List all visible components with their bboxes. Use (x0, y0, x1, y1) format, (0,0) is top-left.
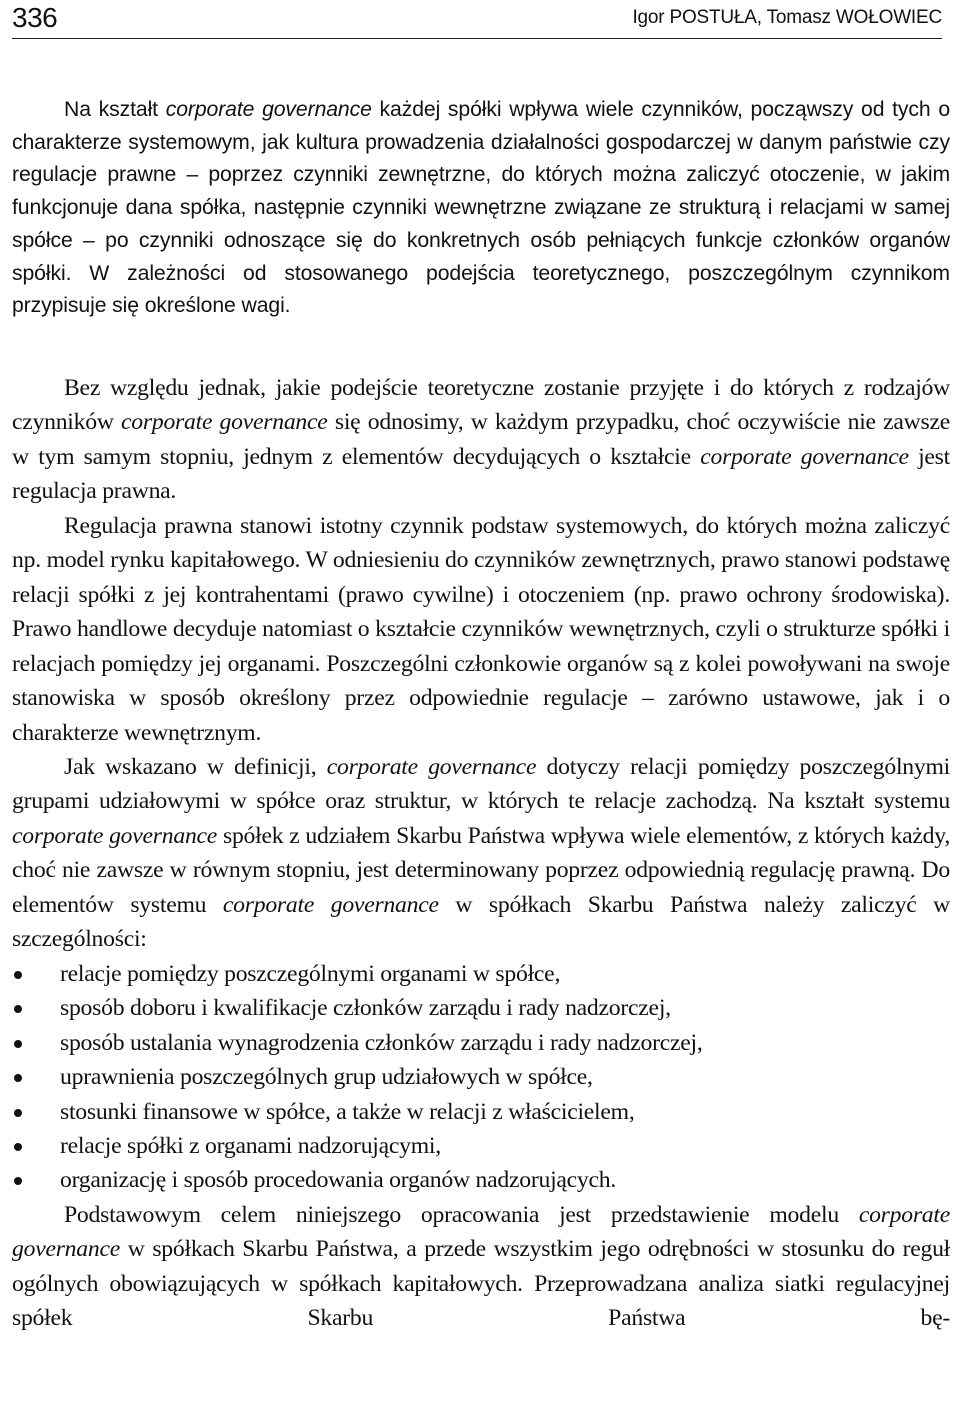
list-item (12, 1163, 950, 1197)
list-item (12, 1026, 950, 1060)
italic-term: corporate governance (700, 443, 909, 470)
text-run: Bez względu jednak, jakie podejście teoretyczne zostanie przyjęte i do których z rodzajów czynników (12, 375, 950, 436)
italic-term: corporate governance (165, 98, 372, 121)
bullet-icon (14, 1074, 22, 1082)
text-run: się odnosimy, w każdym przypadku, choć oczywiście nie zawsze w tym samym stopniu, jednym z elementów decydujących o kształcie (12, 409, 951, 470)
list-item-text: stosunki finansowe w spółce, a także w relacji z właścicielem, (60, 1098, 635, 1125)
paragraph-1 (12, 94, 950, 323)
bullet-icon (14, 1143, 22, 1151)
bullet-icon (14, 1005, 22, 1013)
bullet-icon (14, 1109, 22, 1117)
text-run: Podstawowym celem niniejszego opracowania jest przedstawienie modelu (64, 1201, 859, 1228)
text-run: Jak wskazano w definicji, (64, 753, 327, 780)
paragraph-2 (12, 371, 950, 509)
list-item (12, 1129, 950, 1163)
list-item (12, 1095, 950, 1129)
list-item (12, 957, 950, 991)
italic-term: corporate governance (12, 1201, 950, 1263)
text-run: każdej spółki wpływa wiele czynników, począwszy od tych o charakterze systemowym, jak kultura prowadzenia działalności gospodarczej w danym państwie czy regulacje prawne – poprzez czynniki zewnętrzne, do których można zaliczyć otoczenie, w jakim funkcjonuje dana spółka, następnie czynniki wewnętrzne związane ze strukturą i relacjami w samej spółce – po czynniki odnoszące się do konkretnych osób pełniących funkcje członków organów spółki. W zależności od stosowanego podejścia teoretycznego, poszczególnym czynnikom przypisuje się określone wagi. (12, 98, 950, 318)
paragraph-5 (12, 1198, 950, 1336)
italic-term: corporate governance (326, 753, 537, 780)
paragraph-3: Regulacja prawna stanowi istotny czynnik podstaw systemowych, do których można zaliczyć np. model rynku kapitałowego. W odniesieniu do czynników zewnętrznych, prawo stanowi podstawę relacji spółki z jej kontrahentami (prawo cywilne) i otoczeniem (np. prawo ochrony środowiska). Prawo handlowe decyduje natomiast o kształcie czynników wewnętrznych, czyli o strukturze spółki i relacjach pomiędzy jej organami. Poszczególni członkowie organów są z kolei powoływani na swoje stanowiska w sposób określony przez odpowiednie regulacje – zarówno ustawowe, jak i o charakterze wewnętrznym. (12, 512, 950, 746)
text-run: jest regulacja prawna. (12, 443, 950, 505)
paragraph-1-block (12, 94, 950, 323)
text-run: spółek z udziałem Skarbu Państwa wpływa wiele elementów, z których każdy, choć nie zawsze w równym stopniu, jest determinowany poprzez odpowiednią regulację prawną. Do elementów systemu (12, 822, 950, 918)
list-item-text: relacje pomiędzy poszczególnymi organami w spółce, (60, 960, 561, 987)
italic-term: corporate governance (121, 409, 328, 436)
paragraph-4 (12, 750, 950, 957)
list-item-text: organizację i sposób procedowania organów nadzorujących. (60, 1167, 617, 1194)
page-header (12, 0, 942, 39)
list-item (12, 1060, 950, 1094)
text-run: Na kształt (64, 98, 166, 121)
italic-term: corporate governance (222, 891, 439, 918)
list-item-text: uprawnienia poszczególnych grup udziałowych w spółce, (60, 1064, 593, 1091)
list-item-text: sposób doboru i kwalifikacje członków zarządu i rady nadzorczej, (60, 995, 671, 1022)
list-item-text: relacje spółki z organami nadzorującymi, (60, 1132, 441, 1159)
page-number: 336 (12, 2, 58, 33)
bullet-icon (14, 1040, 22, 1048)
list-item-text: sposób ustalania wynagrodzenia członków zarządu i rady nadzorczej, (60, 1029, 703, 1056)
text-run: w spółkach Skarbu Państwa należy zaliczyć w szczególności: (12, 891, 950, 953)
body-text (12, 371, 950, 1336)
text-run: dotyczy relacji pomiędzy poszczególnymi grupami udziałowymi w spółce oraz struktur, w których te relacje zachodzą. Na kształt systemu (12, 753, 950, 815)
italic-term: corporate governance (12, 822, 218, 849)
text-run: w spółkach Skarbu Państwa, a przede wszystkim jego odrębności w stosunku do reguł ogólnych obowiązujących w spółkach kapitałowych. Przeprowadzana analiza siatki regulacyjnej spółek Skarbu Państwa bę- (12, 1236, 950, 1332)
bullet-icon (14, 1177, 22, 1185)
bullet-icon (14, 971, 22, 979)
running-head-authors: Igor POSTUŁA, Tomasz WOŁOWIEC (632, 7, 942, 28)
list-item (12, 991, 950, 1025)
bullet-list (12, 957, 950, 1198)
